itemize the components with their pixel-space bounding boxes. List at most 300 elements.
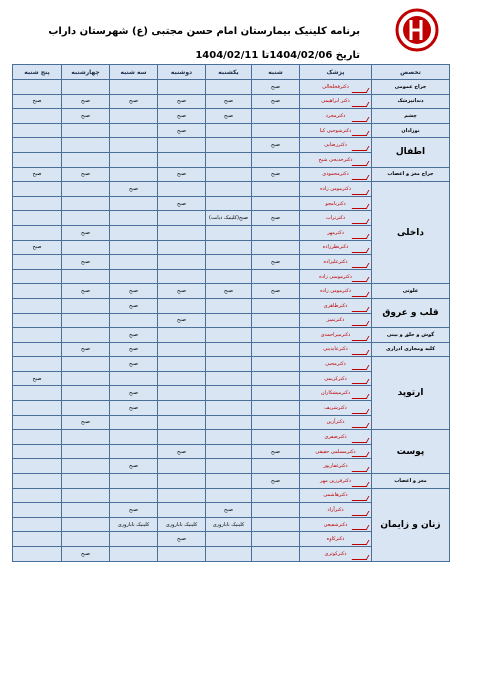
day-cell: صبح [110, 298, 158, 313]
day-cell [62, 313, 110, 328]
day-cell [206, 196, 252, 211]
day-cell [252, 313, 300, 328]
day-cell: صبح [110, 328, 158, 343]
doctor-cell [300, 342, 372, 357]
day-cell [62, 328, 110, 343]
doctor-name: دکترکریمی [324, 375, 347, 382]
day-cell [110, 313, 158, 328]
day-cell: صبح [110, 357, 158, 372]
doctor-cell [300, 196, 372, 211]
signature-mark [352, 263, 370, 268]
doctor-name: دکترمیراحمدی [320, 331, 351, 338]
signature-mark [352, 175, 370, 180]
day-cell: صبح [158, 109, 206, 124]
day-cell [13, 328, 62, 343]
day-cell: صبح [13, 94, 62, 109]
signature-mark [352, 525, 370, 530]
day-cell [158, 430, 206, 445]
date-range: تاریخ 1404/02/06تا 1404/02/11 [195, 50, 360, 61]
signature-mark [352, 248, 370, 253]
day-cell [13, 342, 62, 357]
day-cell [206, 488, 252, 503]
doctor-name: دکترمیشکاران [320, 390, 351, 397]
doctor-cell [300, 211, 372, 226]
day-cell [206, 123, 252, 138]
doctor-name: دکترمحبی [325, 361, 346, 368]
day-cell [252, 386, 300, 401]
day-cell: صبح [13, 167, 62, 182]
day-cell [158, 328, 206, 343]
specialty-cell: علوتی [372, 284, 450, 299]
day-cell [13, 488, 62, 503]
doctor-cell [300, 80, 372, 95]
signature-mark [352, 379, 370, 384]
day-cell [158, 80, 206, 95]
day-cell [110, 152, 158, 167]
day-cell [206, 240, 252, 255]
signature-mark [352, 365, 370, 370]
specialty-cell: دندانپزشک [372, 94, 450, 109]
day-cell [252, 415, 300, 430]
doctor-cell [300, 138, 372, 153]
day-cell [252, 328, 300, 343]
day-cell [110, 415, 158, 430]
day-cell [206, 532, 252, 547]
day-cell [206, 313, 252, 328]
column-header: شنبه [252, 65, 300, 80]
day-cell [158, 401, 206, 416]
doctor-name: دکترفرزین مهر [320, 477, 351, 484]
column-header: تخصص [372, 65, 450, 80]
day-cell [13, 80, 62, 95]
day-cell [62, 517, 110, 532]
signature-mark [352, 423, 370, 428]
day-cell [206, 342, 252, 357]
day-cell [158, 357, 206, 372]
signature-mark [352, 161, 370, 166]
day-cell [158, 225, 206, 240]
hospital-logo-icon [395, 8, 439, 52]
doctor-cell [300, 517, 372, 532]
day-cell: کلینیک ناباروری [110, 517, 158, 532]
day-cell [13, 357, 62, 372]
column-header: دوشنبه [158, 65, 206, 80]
day-cell [62, 503, 110, 518]
doctor-name: دکترشوحیی کیا [319, 127, 352, 134]
day-cell: صبح [158, 284, 206, 299]
doctor-cell [300, 430, 372, 445]
table-row [13, 328, 450, 343]
doctor-cell [300, 415, 372, 430]
specialty-cell: چشم [372, 109, 450, 124]
day-cell: صبح [158, 94, 206, 109]
day-cell [13, 474, 62, 489]
doctor-cell [300, 167, 372, 182]
day-cell [110, 547, 158, 562]
day-cell [13, 225, 62, 240]
day-cell [158, 547, 206, 562]
day-cell [110, 430, 158, 445]
doctor-name: دکترآرین [326, 419, 345, 426]
day-cell [62, 80, 110, 95]
doctor-cell [300, 357, 372, 372]
doctor-name: دکترشریف [324, 404, 347, 411]
doctor-cell [300, 547, 372, 562]
day-cell [13, 415, 62, 430]
signature-mark [352, 467, 370, 472]
day-cell: صبح [158, 313, 206, 328]
doctor-cell [300, 503, 372, 518]
signature-mark [352, 336, 370, 341]
specialty-cell: گوش و حلق و بینی [372, 328, 450, 343]
day-cell [13, 196, 62, 211]
specialty-cell: جراح عمومی [372, 80, 450, 95]
table-row [13, 298, 450, 313]
doctor-name: دکترمحمودی [322, 171, 349, 178]
day-cell [62, 182, 110, 197]
day-cell: صبح [62, 94, 110, 109]
day-cell [206, 444, 252, 459]
day-cell [206, 357, 252, 372]
day-cell [110, 255, 158, 270]
doctor-cell [300, 109, 372, 124]
day-cell: صبح [252, 211, 300, 226]
doctor-cell [300, 401, 372, 416]
day-cell: صبح [62, 167, 110, 182]
signature-mark [352, 190, 370, 195]
day-cell [13, 182, 62, 197]
day-cell: صبح [62, 342, 110, 357]
day-cell [13, 109, 62, 124]
doctor-cell [300, 444, 372, 459]
day-cell [62, 240, 110, 255]
day-cell: صبح [13, 240, 62, 255]
signature-mark [352, 394, 370, 399]
day-cell: کلینیک ناباروری [206, 517, 252, 532]
day-cell: صبح [158, 123, 206, 138]
day-cell [110, 444, 158, 459]
day-cell [252, 152, 300, 167]
doctor-cell [300, 182, 372, 197]
day-cell: صبح [62, 284, 110, 299]
day-cell [62, 444, 110, 459]
signature-mark [352, 511, 370, 516]
doctor-cell [300, 328, 372, 343]
day-cell [206, 152, 252, 167]
specialty-cell: جراح مغز و اعصاب [372, 167, 450, 182]
day-cell [62, 196, 110, 211]
day-cell [252, 357, 300, 372]
doctor-name: دکترفخلخالی [322, 83, 349, 90]
signature-mark [352, 555, 370, 560]
day-cell [252, 240, 300, 255]
day-cell: صبح [110, 284, 158, 299]
signature-mark [352, 234, 370, 239]
doctor-cell [300, 240, 372, 255]
day-cell: صبح [62, 109, 110, 124]
doctor-name: دکترخدیحی شیخ [318, 156, 353, 163]
day-cell [252, 517, 300, 532]
column-header: پنج شنبه [13, 65, 62, 80]
day-cell: صبح [110, 342, 158, 357]
doctor-name: دکترکاوه [326, 536, 345, 543]
day-cell [62, 474, 110, 489]
day-cell: صبح [252, 167, 300, 182]
doctor-name: دکترهاشمی [323, 492, 348, 499]
specialty-cell: داخلی [372, 182, 450, 284]
doctor-cell [300, 152, 372, 167]
specialty-cell: اطفال [372, 138, 450, 167]
day-cell [62, 488, 110, 503]
day-cell [206, 269, 252, 284]
day-cell [13, 269, 62, 284]
column-header: پزشک [300, 65, 372, 80]
day-cell [110, 138, 158, 153]
day-cell [158, 488, 206, 503]
doctor-cell [300, 386, 372, 401]
doctor-cell [300, 313, 372, 328]
day-cell [252, 503, 300, 518]
day-cell [110, 109, 158, 124]
day-cell [110, 240, 158, 255]
doctor-name: دکترشفیعی [323, 521, 348, 528]
signature-mark [352, 146, 370, 151]
day-cell [62, 459, 110, 474]
day-cell [13, 284, 62, 299]
signature-mark [352, 438, 370, 443]
table-row [13, 138, 450, 153]
day-cell [110, 211, 158, 226]
day-cell [252, 532, 300, 547]
day-cell: صبح [252, 94, 300, 109]
day-cell: صبح [158, 444, 206, 459]
doctor-cell [300, 94, 372, 109]
doctor-name: دکترآزاد [327, 507, 344, 514]
doctor-name: دکترنامجو [325, 200, 346, 207]
day-cell [62, 430, 110, 445]
page-title: برنامه کلینیک بیمارستان امام حسن مجتبی (ع) شهرستان داراب [48, 26, 360, 37]
day-cell: صبح [13, 371, 62, 386]
day-cell [13, 386, 62, 401]
day-cell: صبح [252, 138, 300, 153]
day-cell [62, 532, 110, 547]
day-cell [13, 547, 62, 562]
day-cell [252, 430, 300, 445]
day-cell [13, 444, 62, 459]
day-cell: صبح [110, 459, 158, 474]
doctor-cell [300, 298, 372, 313]
signature-mark [352, 321, 370, 326]
day-cell [206, 298, 252, 313]
day-cell [110, 532, 158, 547]
specialty-cell: ارتوپد [372, 357, 450, 430]
day-cell [13, 313, 62, 328]
table-row [13, 109, 450, 124]
day-cell [206, 401, 252, 416]
day-cell: صبح [62, 547, 110, 562]
doctor-name: دکترموسی زاده [319, 273, 352, 280]
day-cell [62, 269, 110, 284]
signature-mark [352, 117, 370, 122]
day-cell [158, 371, 206, 386]
day-cell [158, 386, 206, 401]
day-cell [110, 488, 158, 503]
day-cell [158, 211, 206, 226]
signature-mark [352, 409, 370, 414]
day-cell: صبح [62, 225, 110, 240]
day-cell [13, 401, 62, 416]
doctor-name: دکترمومن زاده [320, 288, 351, 295]
schedule-table [12, 64, 450, 562]
day-cell [206, 430, 252, 445]
signature-mark [352, 496, 370, 501]
doctor-name: دکترمهر [327, 229, 344, 236]
table-row [13, 167, 450, 182]
table-row [13, 284, 450, 299]
day-cell [206, 138, 252, 153]
doctor-name: دکترمسلمی حقیقی [315, 448, 356, 455]
doctor-cell [300, 269, 372, 284]
signature-mark [352, 292, 370, 297]
day-cell: صبح [158, 532, 206, 547]
day-cell [206, 80, 252, 95]
day-cell: صبح(کلینیک دیابت) [206, 211, 252, 226]
doctor-name: دکترتراب [325, 215, 346, 222]
day-cell: صبح [110, 401, 158, 416]
day-cell [158, 415, 206, 430]
column-header: سه شنبه [110, 65, 158, 80]
day-cell [252, 123, 300, 138]
day-cell [158, 152, 206, 167]
doctor-name: دکترنظرزاده [322, 244, 349, 251]
doctor-cell [300, 474, 372, 489]
day-cell [110, 225, 158, 240]
doctor-name: دکتررضایی [324, 142, 347, 149]
day-cell [62, 386, 110, 401]
doctor-name: دکترطاهری [323, 302, 348, 309]
day-cell [158, 503, 206, 518]
table-row [13, 94, 450, 109]
day-cell [13, 430, 62, 445]
day-cell [158, 342, 206, 357]
day-cell [158, 474, 206, 489]
day-cell [206, 167, 252, 182]
day-cell [110, 123, 158, 138]
day-cell [110, 167, 158, 182]
day-cell [110, 80, 158, 95]
day-cell [158, 269, 206, 284]
specialty-cell: مغز و اعصاب [372, 474, 450, 489]
day-cell [13, 517, 62, 532]
day-cell: صبح [206, 503, 252, 518]
day-cell: صبح [110, 182, 158, 197]
doctor-cell [300, 488, 372, 503]
day-cell [62, 211, 110, 226]
day-cell [110, 474, 158, 489]
signature-mark [352, 88, 370, 93]
table-row [13, 357, 450, 372]
table-row [13, 182, 450, 197]
day-cell [206, 415, 252, 430]
day-cell [206, 386, 252, 401]
day-cell [206, 547, 252, 562]
day-cell [13, 532, 62, 547]
day-cell [13, 152, 62, 167]
day-cell [158, 459, 206, 474]
signature-mark [352, 540, 370, 545]
day-cell [252, 109, 300, 124]
signature-mark [352, 307, 370, 312]
doctor-cell [300, 532, 372, 547]
signature-mark [352, 452, 370, 457]
day-cell: کلینیک ناباروری [158, 517, 206, 532]
day-cell [62, 401, 110, 416]
specialty-cell: کلیه ومجاری ادراری [372, 342, 450, 357]
day-cell [158, 138, 206, 153]
day-cell [252, 459, 300, 474]
specialty-cell: قلب و عروق [372, 298, 450, 327]
day-cell [158, 182, 206, 197]
day-cell [158, 240, 206, 255]
day-cell: صبح [252, 255, 300, 270]
day-cell [252, 371, 300, 386]
day-cell [13, 123, 62, 138]
day-cell: صبح [110, 386, 158, 401]
day-cell [206, 459, 252, 474]
table-row [13, 342, 450, 357]
doctor-cell [300, 123, 372, 138]
doctor-name: دکترغفارپور [323, 463, 348, 470]
table-row [13, 430, 450, 445]
day-cell: صبح [206, 94, 252, 109]
day-cell: صبح [252, 80, 300, 95]
table-row [13, 123, 450, 138]
doctor-cell [300, 225, 372, 240]
day-cell [252, 298, 300, 313]
day-cell: صبح [206, 109, 252, 124]
doctor-name: دکترکوثری [324, 550, 347, 557]
day-cell [252, 401, 300, 416]
day-cell [62, 123, 110, 138]
day-cell [252, 225, 300, 240]
day-cell [252, 269, 300, 284]
day-cell: صبح [252, 284, 300, 299]
day-cell [62, 371, 110, 386]
day-cell [206, 225, 252, 240]
column-header: یکشنبه [206, 65, 252, 80]
day-cell [252, 547, 300, 562]
day-cell: صبح [110, 503, 158, 518]
day-cell [206, 371, 252, 386]
day-cell [62, 298, 110, 313]
day-cell [206, 255, 252, 270]
doctor-name: دکترتمیز [326, 317, 345, 324]
doctor-name: دکترعلیزاده [323, 258, 348, 265]
table-row [13, 488, 450, 503]
specialty-cell: پوست [372, 430, 450, 474]
doctor-name: دکترعابدینی [323, 346, 348, 353]
specialty-cell: زنان و زایمان [372, 488, 450, 561]
day-cell: صبح [110, 94, 158, 109]
day-cell [110, 196, 158, 211]
doctor-name: دکترمومن زاده [320, 185, 351, 192]
day-cell [110, 371, 158, 386]
day-cell [206, 328, 252, 343]
day-cell [252, 488, 300, 503]
day-cell: صبح [62, 415, 110, 430]
signature-mark [352, 350, 370, 355]
day-cell: صبح [206, 284, 252, 299]
